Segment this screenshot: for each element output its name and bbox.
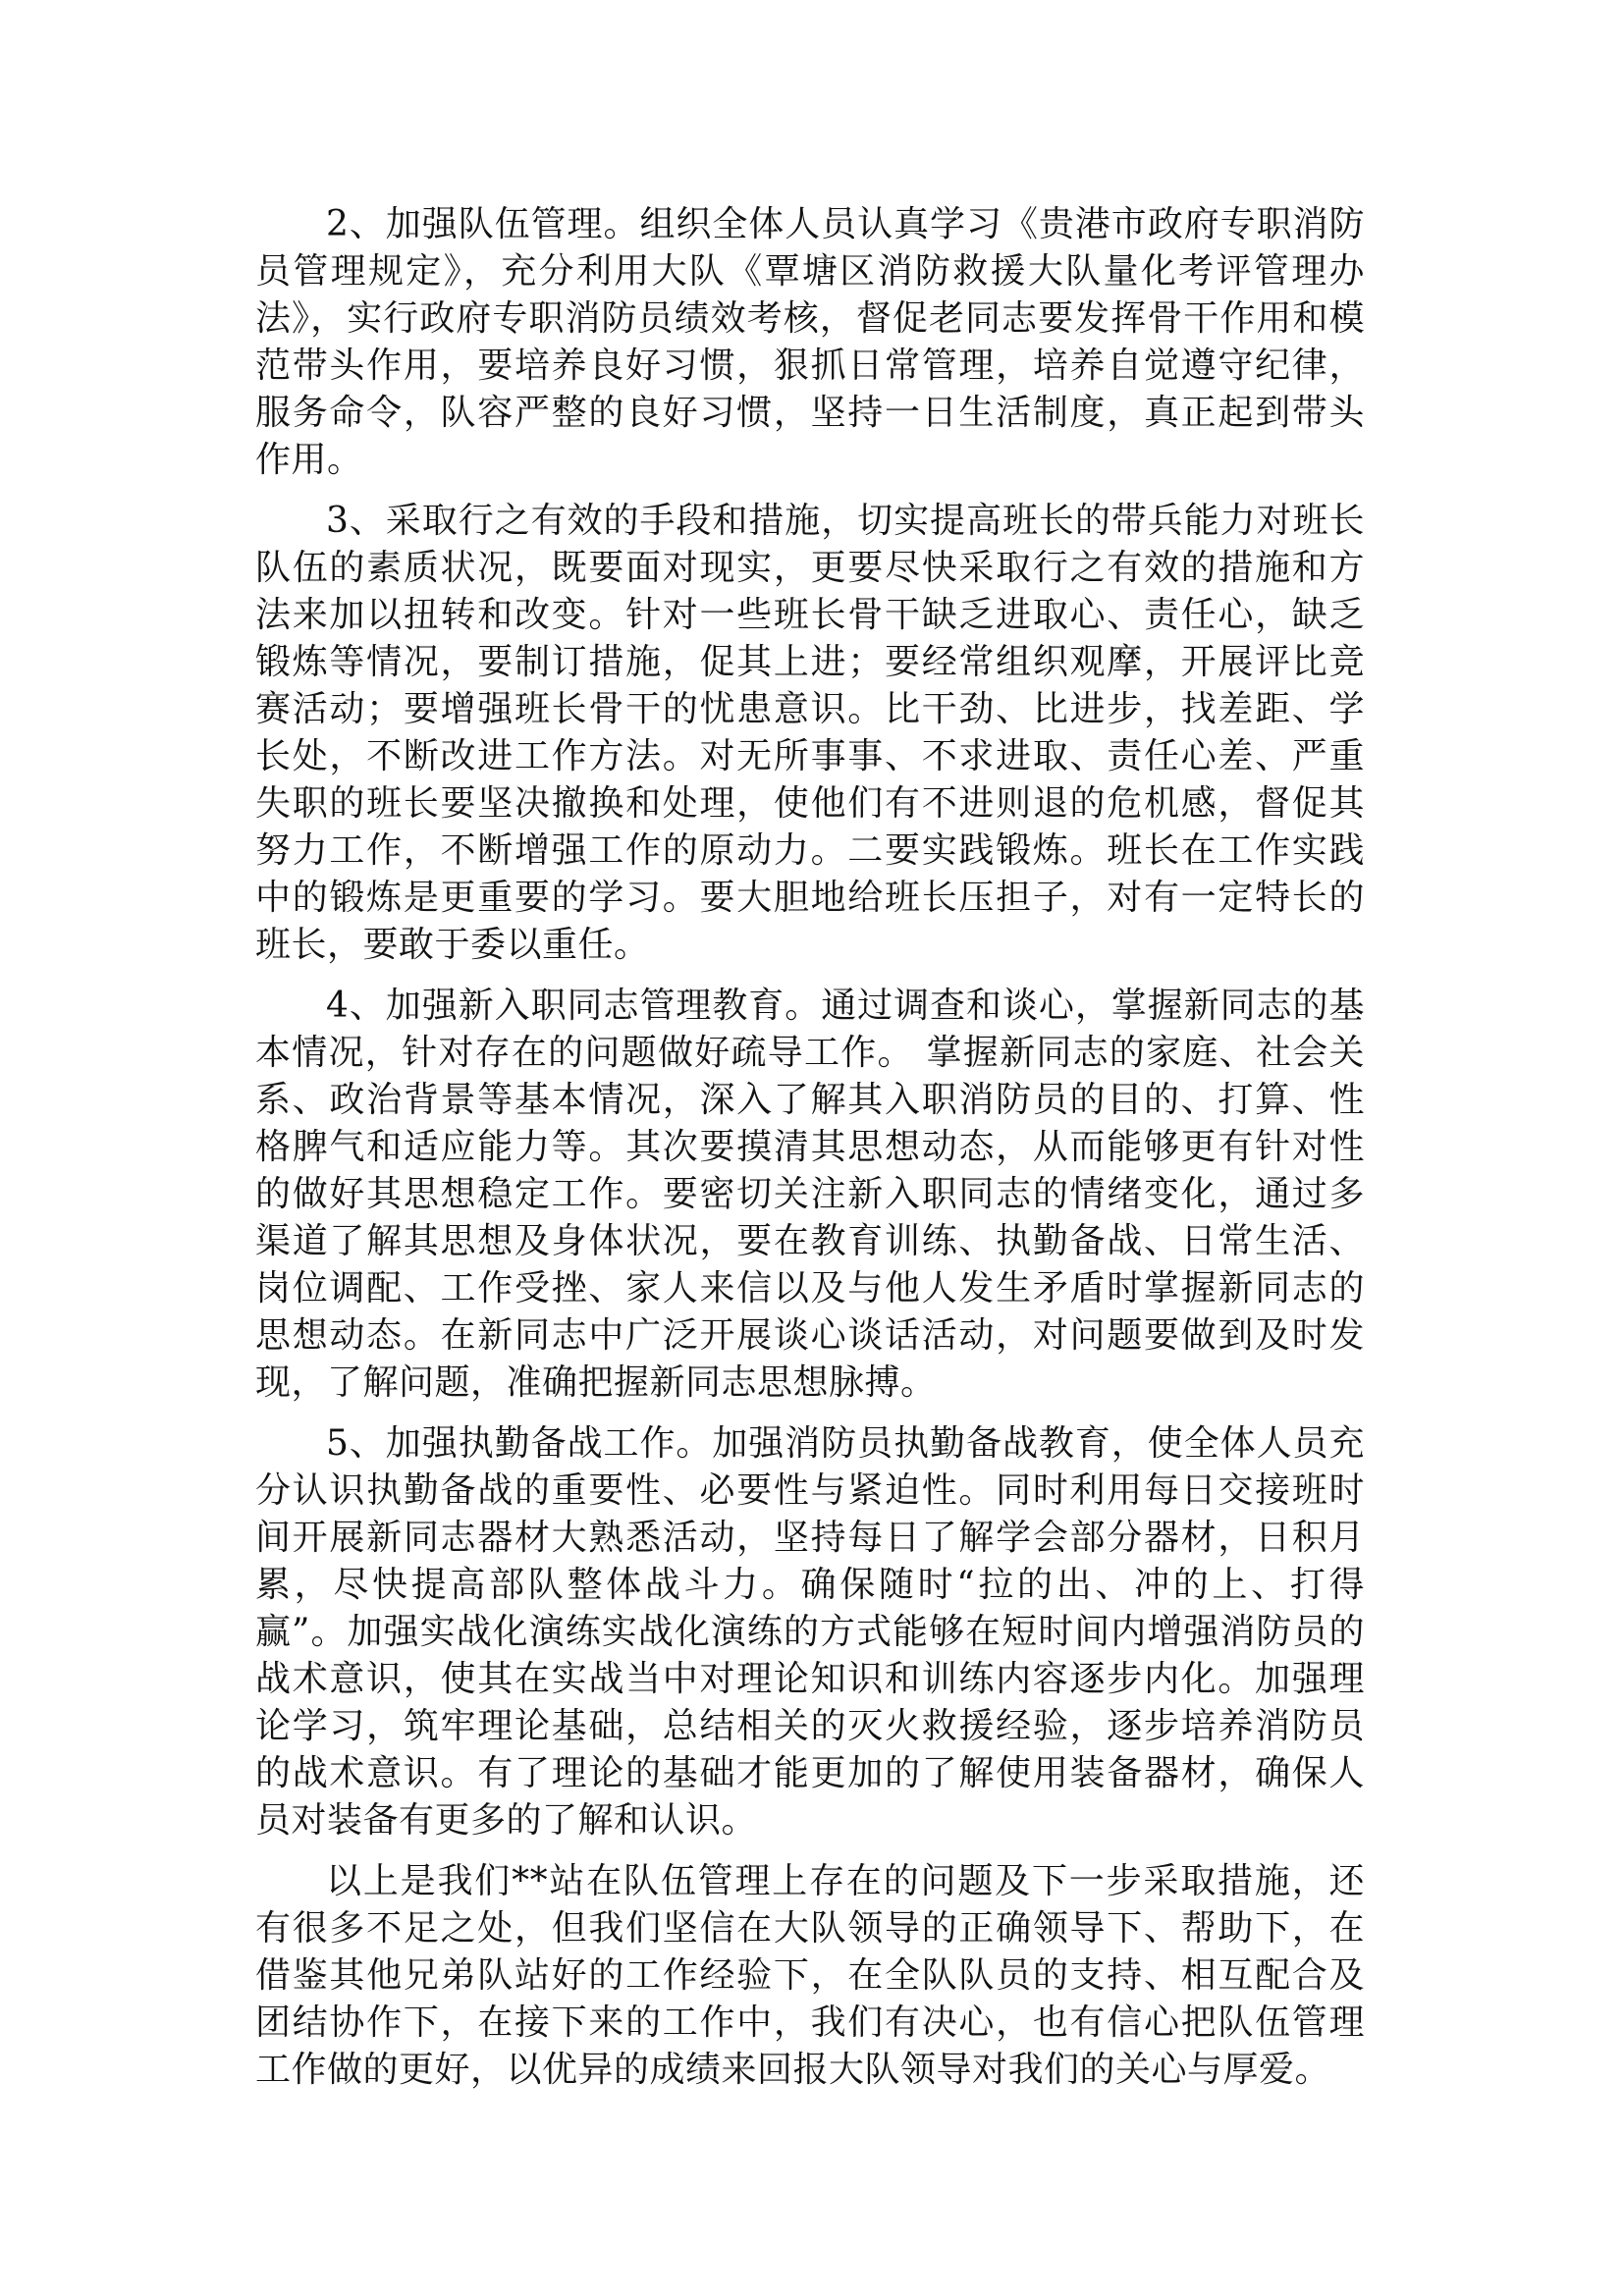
- paragraph-team-management: 2、加强队伍管理。组织全体人员认真学习《贵港市政府专职消防员管理规定》，充分利用大队《覃塘区消防救援大队量化考评管理办法》，实行政府专职消防员绩效考核，督促老同志要发挥骨干作用和模范带头作用，要培养良好习惯，狠抓日常管理，培养自觉遵守纪律，服务命令，队容严整的良好习惯，坚持一日生活制度，真正起到带头作用。: [255, 204, 1365, 480]
- paragraph-squad-leader-measures: 3、采取行之有效的手段和措施，切实提高班长的带兵能力对班长队伍的素质状况，既要面对现实，更要尽快采取行之有效的措施和方法来加以扭转和改变。针对一些班长骨干缺乏进取心、责任心，缺乏锻炼等情况，要制订措施，促其上进；要经常组织观摩，开展评比竞赛活动；要增强班长骨干的忧患意识。比干劲、比进步，找差距、学长处，不断改进工作方法。对无所事事、不求进取、责任心差、严重失职的班长要坚决撤换和处理，使他们有不进则退的危机感，督促其努力工作，不断增强工作的原动力。二要实践锻炼。班长在工作实践中的锻炼是更重要的学习。要大胆地给班长压担子，对有一定特长的班长，要敢于委以重任。: [255, 501, 1365, 965]
- paragraph-duty-readiness: 5、加强执勤备战工作。加强消防员执勤备战教育，使全体人员充分认识执勤备战的重要性、必要性与紧迫性。同时利用每日交接班时间开展新同志器材大熟悉活动，坚持每日了解学会部分器材，日积月累，尽快提高部队整体战斗力。确保随时“拉的出、冲的上、打得赢”。加强实战化演练实战化演练的方式能够在短时间内增强消防员的战术意识，使其在实战当中对理论知识和训练内容逐步内化。加强理论学习，筑牢理论基础，总结相关的灭火救援经验，逐步培养消防员的战术意识。有了理论的基础才能更加的了解使用装备器材，确保人员对装备有更多的了解和认识。: [255, 1423, 1365, 1841]
- paragraph-new-staff-education: 4、加强新入职同志管理教育。通过调查和谈心，掌握新同志的基本情况，针对存在的问题做好疏导工作。 掌握新同志的家庭、社会关系、政治背景等基本情况，深入了解其入职消防员的目的、打算、性格脾气和适应能力等。其次要摸清其思想动态，从而能够更有针对性的做好其思想稳定工作。要密切关注新入职同志的情绪变化，通过多渠道了解其思想及身体状况，要在教育训练、执勤备战、日常生活、岗位调配、工作受挫、家人来信以及与他人发生矛盾时掌握新同志的思想动态。在新同志中广泛开展谈心谈话活动，对问题要做到及时发现，了解问题，准确把握新同志思想脉搏。: [255, 986, 1365, 1403]
- document-body: [255, 201, 1365, 2108]
- paragraph-conclusion: 以上是我们**站在队伍管理上存在的问题及下一步采取措施，还有很多不足之处，但我们坚信在大队领导的正确领导下、帮助下，在借鉴其他兄弟队站好的工作经验下，在全队队员的支持、相互配合及团结协作下，在接下来的工作中，我们有决心，也有信心把队伍管理工作做的更好，以优异的成绩来回报大队领导对我们的关心与厚爱。: [255, 1861, 1365, 2090]
